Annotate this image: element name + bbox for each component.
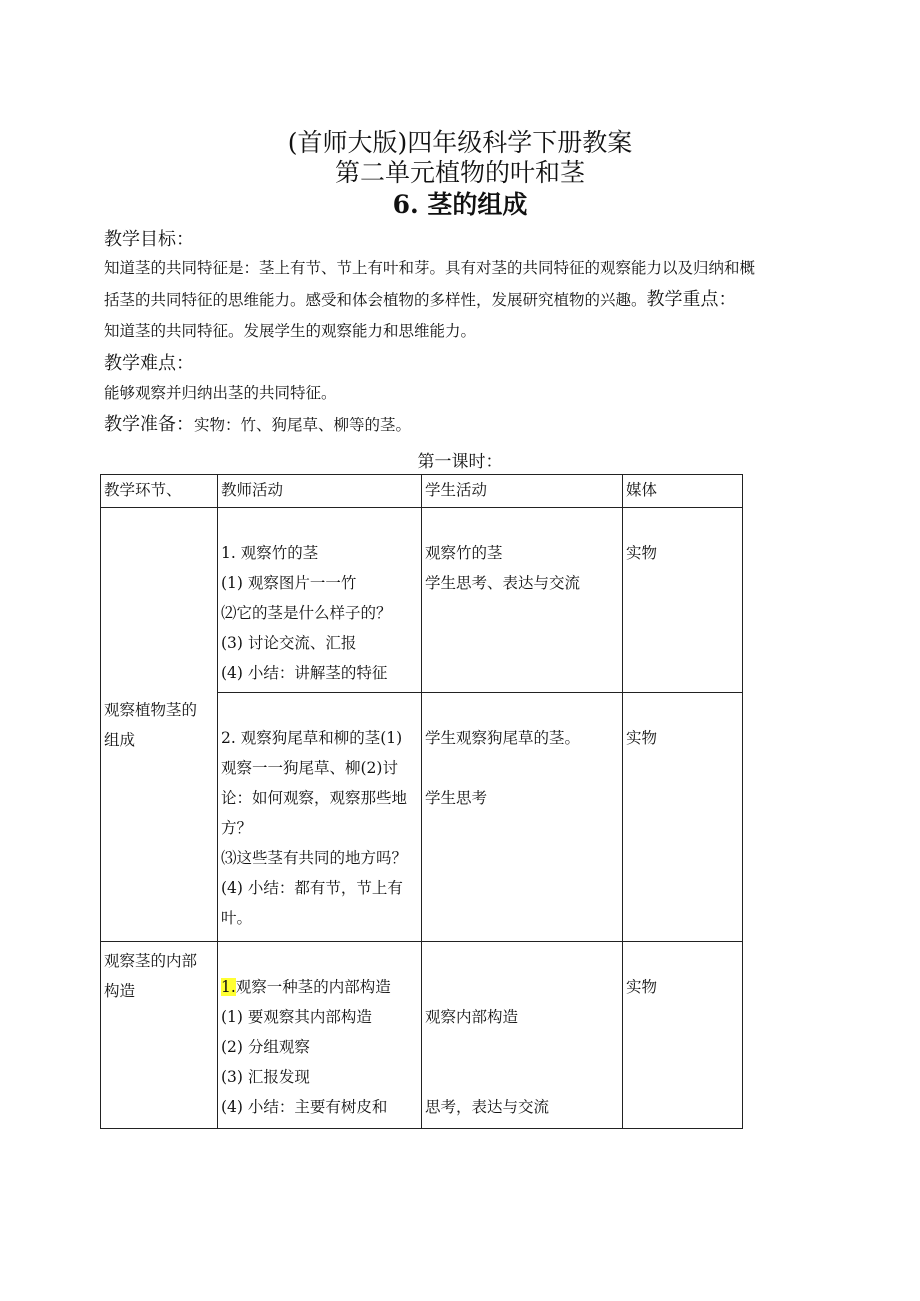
table-row xyxy=(101,508,743,693)
teacher-step xyxy=(221,972,421,1002)
unit-title: 第二单元植物的叶和茎 xyxy=(334,158,585,187)
difficulty-text: 能够观察并归纳出茎的共同特征。 xyxy=(104,384,337,402)
media-value: 实物 xyxy=(626,729,658,747)
student-step: 学生思考 xyxy=(425,789,488,807)
table-header-row xyxy=(101,475,743,508)
difficulty-heading: 教学难点： xyxy=(104,353,194,374)
teacher-step: (2) 分组观察 xyxy=(221,1038,310,1056)
header-student-activity: 学生活动 xyxy=(422,475,623,508)
objectives-text-line1: 知道茎的共同特征是：茎上有节、节上有叶和芽。具有对茎的共同特征的观察能力以及归纳和概 xyxy=(104,259,756,277)
stage-cell-internal-structure xyxy=(101,942,218,1129)
highlighted-number: 1. xyxy=(221,978,236,996)
student-step: 学生思考、表达与交流 xyxy=(425,574,581,592)
table-row xyxy=(101,942,743,1129)
student-step: 观察竹的茎 xyxy=(425,544,503,562)
stage-label-line: 组成 xyxy=(104,730,136,749)
teacher-step: 叶。 xyxy=(221,909,253,927)
objectives-heading: 教学目标： xyxy=(104,229,194,250)
teacher-step: (1) 要观察其内部构造 xyxy=(221,1008,372,1026)
teacher-step: (4) 小结：讲解茎的特征 xyxy=(221,664,388,682)
objectives-text-continued: 括茎的共同特征的思维能力。感受和体会植物的多样性，发展研究植物的兴趣。 xyxy=(104,291,647,309)
preparation-heading: 教学准备： xyxy=(104,414,194,435)
teacher-step: ⑵它的茎是什么样子的？ xyxy=(221,604,392,622)
objectives-text-line2 xyxy=(104,284,804,316)
student-step: 观察内部构造 xyxy=(425,1008,519,1026)
media-cell xyxy=(623,508,743,693)
teacher-activity-cell xyxy=(218,693,422,942)
key-points-heading: 教学重点： xyxy=(646,289,737,310)
header-teacher-activity: 教师活动 xyxy=(218,475,422,508)
teacher-step: 方？ xyxy=(221,819,253,837)
student-activity-cell xyxy=(422,942,623,1129)
teacher-step: (3) 讨论交流、汇报 xyxy=(221,634,357,652)
media-value: 实物 xyxy=(626,544,658,562)
header-stage: 教学环节、 xyxy=(101,475,218,508)
preparation-line xyxy=(104,413,411,437)
teacher-step: 观察一一狗尾草、柳(2)讨 xyxy=(221,759,398,777)
stage-label-line: 构造 xyxy=(104,982,136,1000)
preparation-text: 实物：竹、狗尾草、柳等的茎。 xyxy=(194,416,412,434)
teacher-step: (4) 小结：主要有树皮和 xyxy=(221,1098,388,1116)
student-step: 思考，表达与交流 xyxy=(425,1098,550,1116)
teacher-step: ⑶这些茎有共同的地方吗？ xyxy=(221,849,408,867)
lesson-topic-title: 6. 茎的组成 xyxy=(392,190,528,219)
teacher-step-text: 观察一种茎的内部构造 xyxy=(235,978,391,996)
teacher-step: (3) 汇报发现 xyxy=(221,1068,310,1086)
media-cell xyxy=(623,942,743,1129)
teacher-step: (1) 观察图片一一竹 xyxy=(221,574,357,592)
stage-label-line: 观察植物茎的 xyxy=(104,700,198,719)
teacher-step: (4) 小结：都有节，节上有 xyxy=(221,879,403,897)
media-value: 实物 xyxy=(626,978,658,996)
key-points-text: 知道茎的共同特征。发展学生的观察能力和思维能力。 xyxy=(104,322,477,340)
teacher-activity-cell xyxy=(218,508,422,693)
stage-cell-composition xyxy=(101,508,218,942)
student-activity-cell xyxy=(422,508,623,693)
stage-label-line: 观察茎的内部 xyxy=(104,952,198,970)
header-media: 媒体 xyxy=(623,475,743,508)
lesson-period-title: 第一课时： xyxy=(417,452,503,472)
lesson-plan-table xyxy=(100,474,743,1129)
teacher-step: 2. 观察狗尾草和柳的茎(1) xyxy=(221,729,403,747)
teacher-activity-cell xyxy=(218,942,422,1129)
student-step: 学生观察狗尾草的茎。 xyxy=(425,729,581,747)
teacher-step: 论：如何观察，观察那些地 xyxy=(221,789,408,807)
document-title: (首师大版)四年级科学下册教案 xyxy=(287,128,633,157)
media-cell xyxy=(623,693,743,942)
teacher-step: 1. 观察竹的茎 xyxy=(221,544,319,562)
student-activity-cell xyxy=(422,693,623,942)
